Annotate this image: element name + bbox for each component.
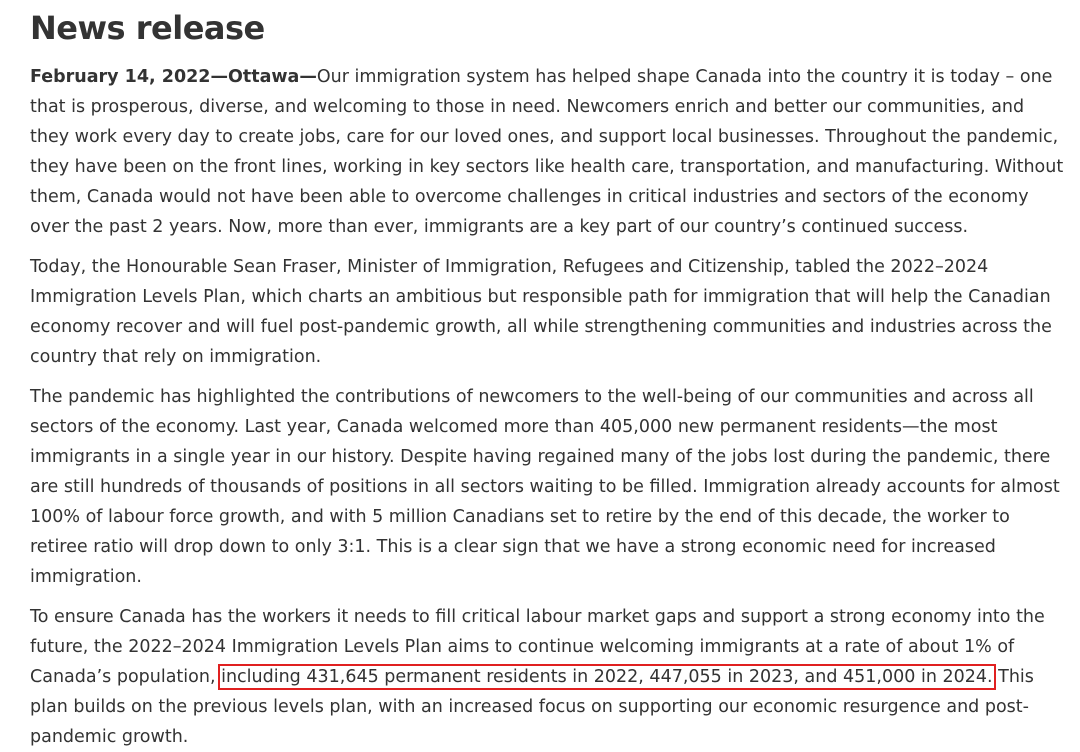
page-title: News release bbox=[30, 9, 265, 47]
paragraph-targets bbox=[30, 602, 1066, 752]
paragraph-targets-outro: This plan builds on the previous levels plan, with an increased focus on supporting our economic resurgence and post-pandemic growth. bbox=[30, 667, 1034, 747]
paragraph-intro-body: Our immigration system has helped shape Canada into the country it is today – one that is prosperous, diverse, and welcoming to those in need. Newcomers enrich and better our communities, and they work every day to create jobs, care for our loved ones, and support local businesses. Throughout the pandemic, they have been on the front lines, working in key sectors like health care, transportation, and manufacturing. Without them, Canada would not have been able to overcome challenges in critical industries and sectors of the economy over the past 2 years. Now, more than ever, immigrants are a key part of our country’s continued success. bbox=[30, 67, 1064, 237]
paragraph-targets-intro: To ensure Canada has the workers it needs to fill critical labour market gaps and support a strong economy into the future, the 2022–2024 Immigration Levels Plan aims to continue welcoming immigrants at a rate of about 1% of Canada’s population, bbox=[30, 607, 1045, 687]
paragraph-levels-plan: Today, the Honourable Sean Fraser, Minister of Immigration, Refugees and Citizenship, tabled the 2022–2024 Immigration Levels Plan, which charts an ambitious but responsible path for immigration that will help the Canadian economy recover and will fuel post-pandemic growth, all while strengthening communities and industries across the country that rely on immigration. bbox=[30, 257, 1052, 367]
paragraph-pandemic: The pandemic has highlighted the contributions of newcomers to the well-being of our communities and across all sectors of the economy. Last year, Canada welcomed more than 405,000 new permanent residents—the most immigrants in a single year in our history. Despite having regained many of the jobs lost during the pandemic, there are still hundreds of thousands of positions in all sectors waiting to be filled. Immigration already accounts for almost 100% of labour force growth, and with 5 million Canadians set to retire by the end of this decade, the worker to retiree ratio will drop down to only 3:1. This is a clear sign that we have a strong economic need for increased immigration. bbox=[30, 387, 1060, 587]
highlighted-targets: including 431,645 permanent residents in 2022, 447,055 in 2023, and 451,000 in 2024. bbox=[221, 667, 993, 687]
dateline: February 14, 2022—Ottawa— bbox=[30, 67, 317, 87]
paragraph-intro bbox=[30, 62, 1066, 242]
